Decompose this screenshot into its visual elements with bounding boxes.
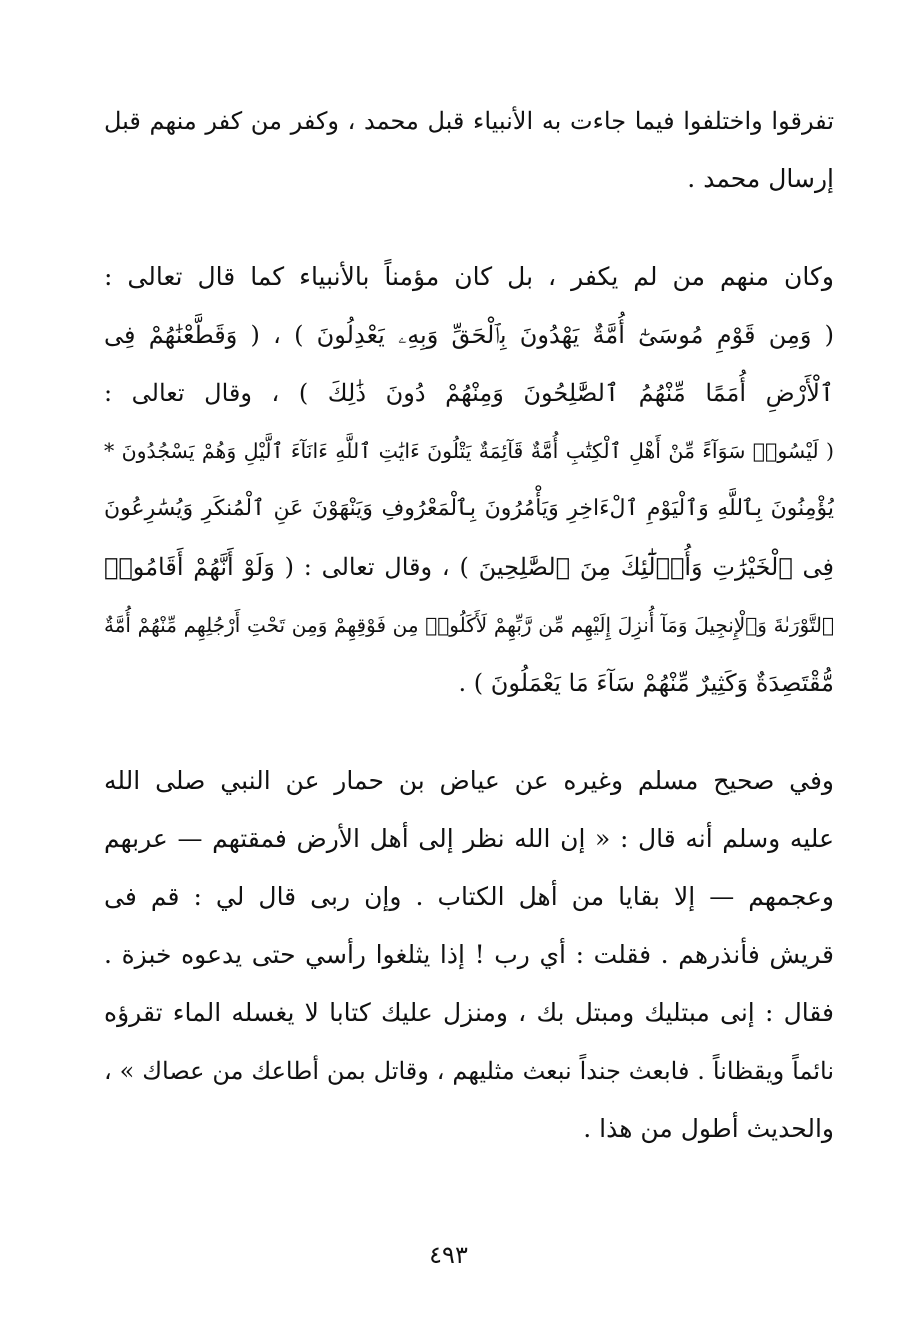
page-number: ٤٩٣ [429,1241,468,1269]
paragraph-1 [104,92,834,208]
quran-verse-line: يُؤْمِنُونَ بِٱللَّهِ وَٱلْيَوْمِ ٱلْءَاخِرِ وَيَأْمُرُونَ بِٱلْمَعْرُوفِ وَيَنْهَوْنَ عَنِ ٱلْمُنكَرِ وَيُسَٰرِعُونَ [104,496,834,521]
text-line: فقال : إنى مبتليك ومبتل بك ، ومنزل عليك كتابا لا يغسله الماء تقرؤه [104,998,834,1027]
text-line: نائماً ويقظاناً . فابعث جنداً نبعث مثليهم ، وقاتل بمن أطاعك من عصاك » ، [104,1057,834,1085]
quran-verse-line: مُّقْتَصِدَةٌ وَكَثِيرٌ مِّنْهُمْ سَآءَ مَا يَعْمَلُونَ ) . [458,669,834,697]
text-line: قريش فأنذرهم . فقلت : أي رب ! إذا يثلغوا رأسي حتى يدعوه خبزة . [104,940,834,969]
text-line: وفي صحيح مسلم وغيره عن عياض بن حمار عن النبي صلى الله [104,766,834,795]
quran-verse-line: فِى ٱلْخَيْرَٰتِ وَأُو۟لَٰٓئِكَ مِنَ ٱلصَّٰلِحِينَ ) ، وقال تعالى : ( وَلَوْ أَنَّهُمْ أَقَامُوا۟ [104,553,834,581]
quran-verse-line: ٱلتَّوْرَىٰةَ وَٱلْإِنجِيلَ وَمَآ أُنزِلَ إِلَيْهِم مِّن رَّبِّهِمْ لَأَكَلُوا۟ مِن فَوْقِهِمْ وَمِن تَحْتِ أَرْجُلِهِم مِّنْهُمْ أُمَّةٌ [104,613,834,637]
text-line: إرسال محمد . [687,164,834,193]
quran-verse-line: ( وَمِن قَوْمِ مُوسَىٰٓ أُمَّةٌ يَهْدُونَ بِٱلْحَقِّ وَبِهِۦ يَعْدِلُونَ ) ، ( وَقَطَّعْنَٰهُمْ فِى [104,321,834,349]
paragraph-gap [104,208,834,248]
text-line: وعجمهم — إلا بقايا من أهل الكتاب . وإن ربى قال لي : قم فى [104,882,834,911]
quran-verse-line: ( لَيْسُوا۟ سَوَآءً مِّنْ أَهْلِ ٱلْكِتَٰبِ أُمَّةٌ قَآئِمَةٌ يَتْلُونَ ءَايَٰتِ ٱللَّهِ ءَانَآءَ ٱلَّيْلِ وَهُمْ يَسْجُدُونَ * [104,439,834,463]
text-line: عليه وسلم أنه قال : « إن الله نظر إلى أهل الأرض فمقتهم — عربهم [104,824,834,853]
text-line: وكان منهم من لم يكفر ، بل كان مؤمناً بالأنبياء كما قال تعالى : [104,262,834,291]
paragraph-gap [104,712,834,752]
paragraph-2 [104,248,834,712]
text-line: والحديث أطول من هذا . [583,1114,834,1143]
paragraph-3 [104,752,834,1158]
quran-verse-line: ٱلْأَرْضِ أُمَمًا مِّنْهُمُ ٱلصَّٰلِحُونَ وَمِنْهُمْ دُونَ ذَٰلِكَ ) ، وقال تعالى : [104,379,834,407]
page-body [104,92,834,1158]
text-line: تفرقوا واختلفوا فيما جاءت به الأنبياء قبل محمد ، وكفر من كفر منهم قبل [104,107,834,135]
